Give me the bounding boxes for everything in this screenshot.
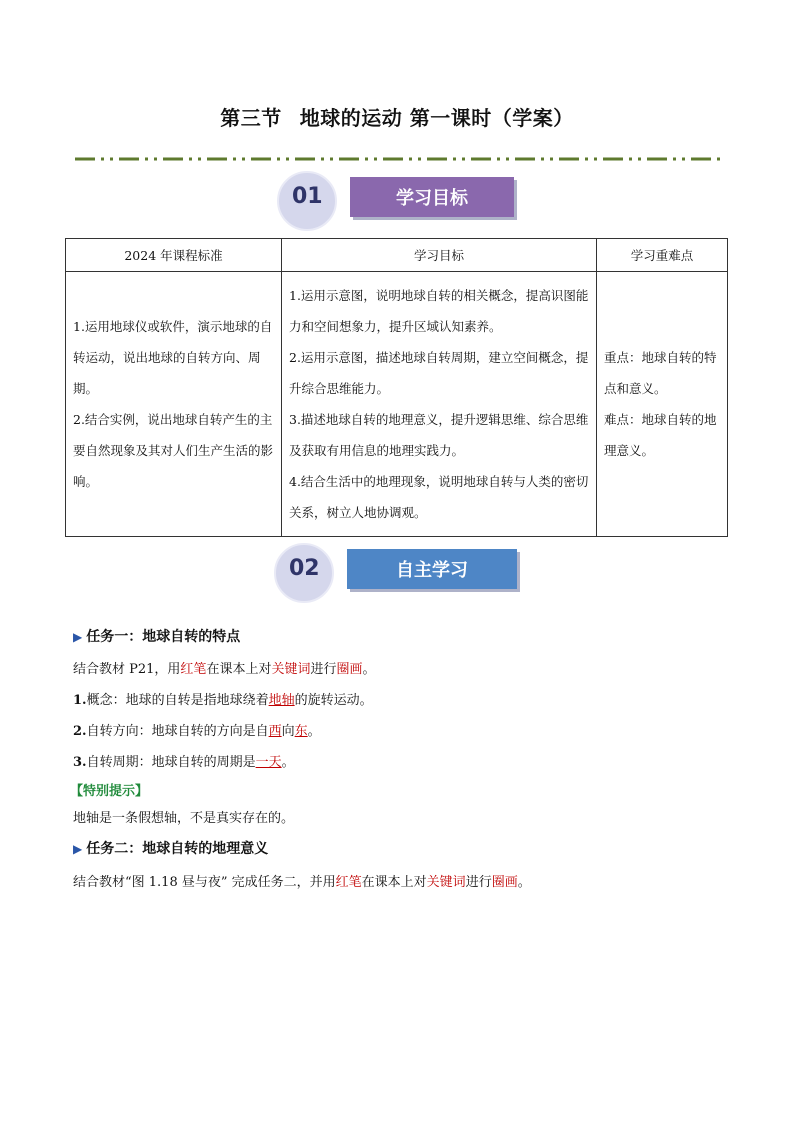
special-tip-label: 【特别提示】: [70, 784, 149, 799]
keyword: 圈画: [491, 875, 518, 890]
item-number: 2.: [73, 724, 87, 739]
text: 向: [281, 724, 295, 739]
answer-keyword: 西: [268, 724, 282, 739]
objective-item: 1.运用示意图，说明地球自转的相关概念，提高识图能力和空间想象力，提升区域认知素养。: [289, 288, 589, 334]
objectives-table: [65, 238, 728, 537]
page-title: [0, 102, 794, 131]
triangle-marker-icon: ▶: [73, 630, 83, 644]
header-curriculum: 2024 年课程标准: [66, 239, 282, 272]
triangle-marker-icon: ▶: [73, 842, 83, 856]
key-points-cell: [597, 272, 728, 537]
text: 自转周期：地球自转的周期是: [86, 755, 256, 770]
keyword: 关键词: [271, 662, 311, 677]
keyword: 关键词: [426, 875, 466, 890]
text: 。: [307, 724, 321, 739]
badge-label: 自主学习: [347, 549, 517, 589]
answer-keyword: 地轴: [268, 693, 295, 708]
title-divider: [75, 156, 723, 162]
badge-label: 学习目标: [350, 177, 514, 217]
objective-item: 3.描述地球自转的地理意义，提升逻辑思维、综合思维及获取有用信息的地理实践力。: [289, 412, 589, 458]
text: 进行: [465, 875, 492, 890]
special-tip-text: 地轴是一条假想轴，不是真实存在的。: [73, 811, 295, 826]
task1-item-1: [73, 689, 373, 708]
task2-title: 任务二：地球自转的地理意义: [86, 841, 269, 857]
task2-heading: [73, 838, 268, 858]
text: 的旋转运动。: [294, 693, 373, 708]
text: 。: [362, 662, 376, 677]
objectives-cell: [282, 272, 597, 537]
answer-keyword: 一天: [255, 755, 282, 770]
header-key-points: 学习重难点: [597, 239, 728, 272]
answer-keyword: 东: [294, 724, 308, 739]
task1-title: 任务一：地球自转的特点: [86, 629, 241, 645]
item-number: 3.: [73, 755, 87, 770]
text: 在课本上对: [206, 662, 272, 677]
task1-heading: [73, 626, 240, 646]
text: 结合教材“图 1.18 昼与夜” 完成任务二，并用: [73, 875, 336, 890]
text: 。: [281, 755, 295, 770]
text: 结合教材 P21，用: [73, 662, 181, 677]
badge-number: 02: [289, 556, 320, 581]
difficult-point-item: 难点：地球自转的地理意义。: [604, 412, 717, 458]
key-point-item: 重点：地球自转的特点和意义。: [604, 350, 717, 396]
text: 概念：地球的自转是指地球绕着: [86, 693, 269, 708]
objective-item: 4.结合生活中的地理现象，说明地球自转与人类的密切关系，树立人地协调观。: [289, 474, 589, 520]
keyword: 红笔: [335, 875, 362, 890]
text: 自转方向：地球自转的方向是自: [86, 724, 269, 739]
table-header-row: [66, 239, 728, 272]
lesson-name: 地球的运动 第一课时（学案）: [299, 106, 574, 130]
text: 在课本上对: [361, 875, 427, 890]
text: 进行: [310, 662, 337, 677]
item-number: 1.: [73, 693, 87, 708]
badge-number: 01: [292, 184, 323, 209]
task1-item-2: [73, 720, 321, 739]
table-row: [66, 272, 728, 537]
keyword: 红笔: [180, 662, 207, 677]
task1-item-3: [73, 751, 295, 770]
keyword: 圈画: [336, 662, 363, 677]
text: 。: [517, 875, 531, 890]
header-objectives: 学习目标: [282, 239, 597, 272]
objective-item: 2.运用示意图，描述地球自转周期，建立空间概念，提升综合思维能力。: [289, 350, 589, 396]
task2-instruction: [73, 871, 531, 890]
curriculum-item: 1.运用地球仪或软件，演示地球的自转运动，说出地球的自转方向、周期。: [73, 319, 273, 396]
task1-instruction: [73, 658, 376, 677]
curriculum-item: 2.结合实例，说出地球自转产生的主要自然现象及其对人们生产生活的影响。: [73, 412, 274, 489]
curriculum-cell: [66, 272, 282, 537]
section-name: 第三节: [220, 106, 282, 130]
